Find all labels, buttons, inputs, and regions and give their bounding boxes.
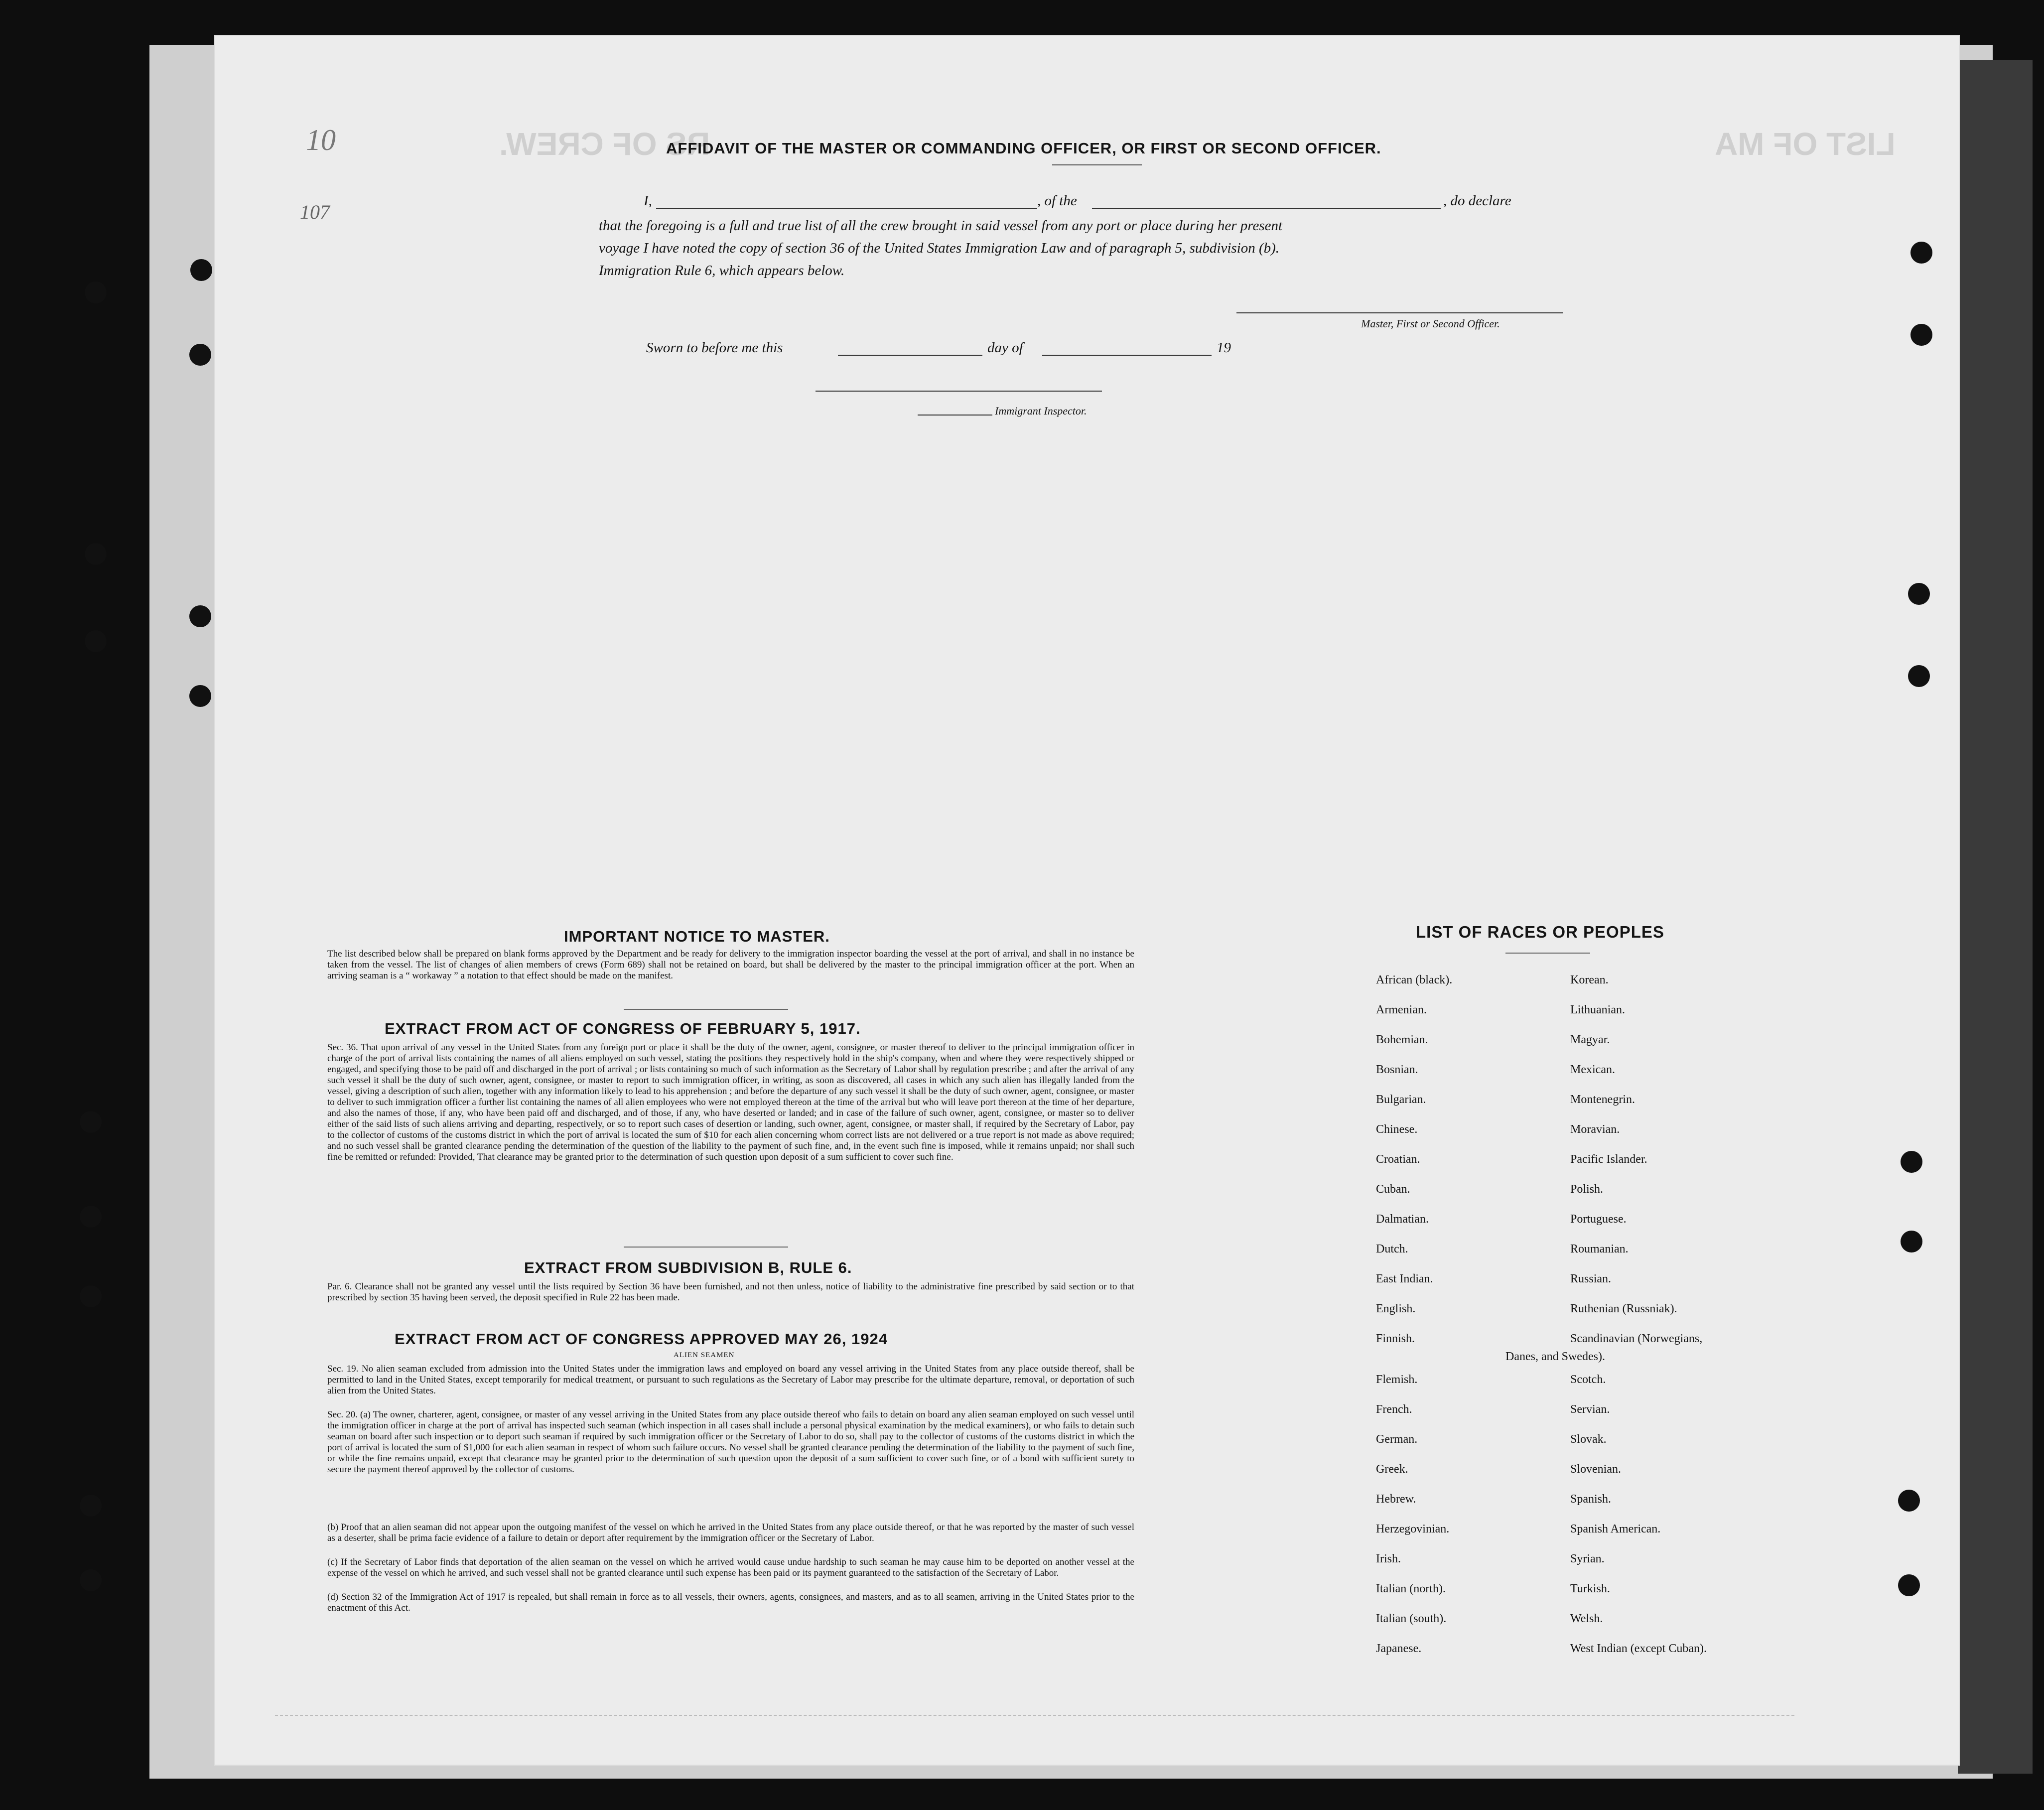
sec-20d-text: (d) Section 32 of the Immigration Act of 1917 is repealed, but shall remain in force as to all vessels, their owners, agents, consignees, and masters, and as to all seamen, arriving in the United States prior to the enactment of this Act.: [327, 1592, 1134, 1613]
binder-hole: [190, 259, 212, 281]
race-right-6: Moravian.: [1570, 1123, 1620, 1136]
sworn-day-blank: [838, 355, 982, 356]
race-left-6: Chinese.: [1376, 1123, 1418, 1136]
race-left-5: Bulgarian.: [1376, 1093, 1426, 1106]
race-right-5: Montenegrin.: [1570, 1093, 1635, 1106]
notice-title: IMPORTANT NOTICE TO MASTER.: [564, 928, 830, 945]
race-right-22: Welsh.: [1570, 1612, 1603, 1625]
race-left-9: Dalmatian.: [1376, 1213, 1429, 1226]
race-right-9: Portuguese.: [1570, 1213, 1627, 1226]
race-right-10: Roumanian.: [1570, 1243, 1629, 1255]
race-left-18: Hebrew.: [1376, 1493, 1416, 1506]
race-right-17: Slovenian.: [1570, 1463, 1621, 1476]
race-left-21: Italian (north).: [1376, 1582, 1446, 1595]
affidavit-title: AFFIDAVIT OF THE MASTER OR COMMANDING OFFICER, OR FIRST OR SECOND OFFICER.: [666, 139, 1381, 157]
affidavit-line-2: that the foregoing is a full and true list of all the crew brought in said vessel from any port or place during her present: [599, 218, 1283, 234]
affidavit-line-4: Immigration Rule 6, which appears below.: [599, 263, 845, 278]
master-signature-caption: Master, First or Second Officer.: [1361, 317, 1500, 330]
race-right-12: Ruthenian (Russniak).: [1570, 1302, 1677, 1315]
race-scandinavian-cont: Danes, and Swedes).: [1505, 1350, 1605, 1363]
race-left-20: Irish.: [1376, 1552, 1401, 1565]
race-left-3: Bohemian.: [1376, 1033, 1428, 1046]
bleed-through-title: LIST OF MA: [1715, 126, 1896, 162]
races-title: LIST OF RACES OR PEOPLES: [1416, 923, 1664, 941]
race-right-7: Pacific Islander.: [1570, 1153, 1647, 1166]
sec-19-text: Sec. 19. No alien seaman excluded from admission into the United States under the immigration laws and employed on board any vessel arriving in the United States from any place outside thereof, shall be permitted to land in the United States, except temporarily for medical treatment, or pursuant to such regulations as the Secretary of Labor may prescribe for the ultimate departure, removal, or deportation of such alien from the United States.: [327, 1364, 1134, 1396]
inspector-upper-line: [816, 391, 1102, 392]
race-right-14: Scotch.: [1570, 1373, 1606, 1386]
rule-6-body: Par. 6. Clearance shall not be granted any vessel until the lists required by Section 36 have been furnished, and not then unless, notice of liability to the administrative fine prescribed by said section or to that prescribed by section 35 having been served, the deposit specified in Rule 22 has been made.: [327, 1281, 1134, 1303]
race-right-3: Magyar.: [1570, 1033, 1610, 1046]
binder-hole: [1901, 1151, 1922, 1173]
document-page: [214, 35, 1960, 1766]
binder-hole: [85, 281, 107, 303]
binder-hole: [80, 1285, 102, 1307]
extract-1917-body: Sec. 36. That upon arrival of any vessel in the United States from any foreign port or place it shall be the duty of the owner, agent, consignee, or master thereof to deliver to the principal immigration officer in charge of the port of arrival lists containing the names of all aliens employed on such vessel, stating the positions they respectively hold in the ship's company, when and where they were respectively shipped or engaged, and specifying those to be paid off and discharged in the port of arrival ; or lists containing so much of such information as the Secretary of Labor shall by regulation prescribe ; and after the arrival of any such vessel it shall be the duty of such owner, agent, consignee, or master to report to such immigration officer, in writing, as soon as discovered, all cases in which any such alien has illegally landed from the vessel, giving a description of such alien, together with any information likely to lead to his apprehension ; and before the departure of any such vessel it shall be the duty of such owner, agent, consignee, or master to deliver to such immigration officer a further list containing the names of all alien employees who were not employed thereon at the time of the arrival but who will leave port thereon at the time of her departure, and also the names of those, if any, who have been paid off and discharged, and of those, if any, who have deserted or landed; and in case of the failure of such owner, agent, consignee, or master so to deliver either of the said lists of such aliens arriving and departing, respectively, or so to report such cases of desertion or landing, such owner, agent, consignee, or master shall, if required by the Secretary of Labor, pay to the collector of customs of the customs district in which the port of arrival is located the sum of $10 for each alien concerning whom correct lists are not delivered or a true report is not made as above required; and no such vessel shall be granted clearance pending the determination of the question of the liability to the payment of such fine, and, in the event such fine is imposed, while it remains unpaid; nor shall such fine be remitted or refunded: Provided, That clearance may be granted prior to the determination of such question upon deposit of a sum sufficient to cover such fine.: [327, 1042, 1134, 1162]
race-right-15: Servian.: [1570, 1403, 1610, 1416]
binder-hole: [1910, 242, 1932, 264]
rule-6-title: EXTRACT FROM SUBDIVISION B, RULE 6.: [524, 1259, 852, 1276]
binder-hole: [189, 685, 211, 707]
margin-page-number: 10: [306, 124, 336, 156]
race-left-8: Cuban.: [1376, 1183, 1410, 1196]
inspector-caption: Immigrant Inspector.: [995, 405, 1087, 417]
race-right-13: Scandinavian (Norwegians,: [1570, 1332, 1703, 1345]
race-left-13: Finnish.: [1376, 1332, 1415, 1345]
binder-hole: [1908, 583, 1930, 605]
race-left-12: English.: [1376, 1302, 1416, 1315]
year-label: 19: [1217, 340, 1231, 356]
affidavit-of-the: , of the: [1037, 193, 1077, 209]
binder-hole: [1898, 1490, 1920, 1512]
right-edge-shadow: [1958, 60, 2033, 1774]
inspector-lower-line: [918, 415, 992, 416]
vessel-blank: [1092, 208, 1441, 209]
binder-hole: [189, 344, 211, 366]
binder-hole: [80, 1569, 102, 1591]
race-right-19: Spanish American.: [1570, 1523, 1661, 1535]
divider-2: [624, 1247, 788, 1248]
race-left-19: Herzegovinian.: [1376, 1523, 1450, 1535]
race-right-20: Syrian.: [1570, 1552, 1605, 1565]
race-right-11: Russian.: [1570, 1272, 1612, 1285]
binder-hole: [1898, 1574, 1920, 1596]
divider-1: [624, 1009, 788, 1010]
binder-hole: [1910, 324, 1932, 346]
margin-mark: 107: [300, 201, 330, 223]
affidavit-i-label: I,: [644, 193, 652, 209]
bleed-through-crew: RS OF CREW.: [499, 126, 710, 162]
master-signature-line: [1236, 312, 1563, 313]
sec-20b-text: (b) Proof that an alien seaman did not appear upon the outgoing manifest of the vessel on which he arrived in the United States from any place outside thereof, or that he was reported by the master of such vessel as a deserter, shall be prima facie evidence of a failure to detain or deport after requirement by the immigration officer or the Secretary of Labor.: [327, 1522, 1134, 1543]
day-of-label: day of: [987, 340, 1023, 356]
race-left-2: Armenian.: [1376, 1003, 1427, 1016]
race-left-17: Greek.: [1376, 1463, 1408, 1476]
title-rule: [1052, 164, 1142, 165]
race-right-21: Turkish.: [1570, 1582, 1610, 1595]
binder-hole: [85, 630, 107, 652]
race-left-22: Italian (south).: [1376, 1612, 1447, 1625]
races-rule: [1505, 953, 1590, 954]
act-1924-subtitle: ALIEN SEAMEN: [674, 1351, 735, 1359]
sec-20c-text: (c) If the Secretary of Labor finds that deportation of the alien seaman on the vessel on which he arrived would cause undue hardship to such seaman he may cause him to be deported on another vessel at the expense of the vessel on which he arrived, and such vessel shall not be granted clearance until such expense has been paid or its payment guaranteed to the satisfaction of the Secretary of Labor.: [327, 1557, 1134, 1578]
race-left-11: East Indian.: [1376, 1272, 1433, 1285]
race-right-4: Mexican.: [1570, 1063, 1615, 1076]
race-left-7: Croatian.: [1376, 1153, 1420, 1166]
race-left-15: French.: [1376, 1403, 1412, 1416]
race-right-8: Polish.: [1570, 1183, 1604, 1196]
bottom-margin-line: [275, 1715, 1794, 1716]
act-1924-title: EXTRACT FROM ACT OF CONGRESS APPROVED MAY 26, 1924: [395, 1330, 888, 1348]
race-right-16: Slovak.: [1570, 1433, 1607, 1446]
sworn-label: Sworn to before me this: [646, 340, 783, 356]
binder-hole: [189, 605, 211, 627]
binder-hole: [85, 543, 107, 565]
affidavit-do-declare: , do declare: [1443, 193, 1511, 209]
extract-1917-title: EXTRACT FROM ACT OF CONGRESS OF FEBRUARY 5, 1917.: [385, 1020, 861, 1037]
race-left-10: Dutch.: [1376, 1243, 1408, 1255]
race-left-23: Japanese.: [1376, 1642, 1422, 1655]
sworn-month-blank: [1042, 355, 1212, 356]
race-left-1: African (black).: [1376, 974, 1453, 986]
binder-hole: [80, 1206, 102, 1228]
name-blank: [656, 208, 1037, 209]
affidavit-line-3: voyage I have noted the copy of section 36 of the United States Immigration Law and of paragraph 5, subdivision (b).: [599, 240, 1280, 256]
race-right-18: Spanish.: [1570, 1493, 1612, 1506]
race-right-23: West Indian (except Cuban).: [1570, 1642, 1707, 1655]
race-left-14: Flemish.: [1376, 1373, 1418, 1386]
binder-hole: [1908, 665, 1930, 687]
binder-hole: [80, 1495, 102, 1517]
binder-hole: [1901, 1231, 1922, 1253]
race-left-16: German.: [1376, 1433, 1418, 1446]
race-right-1: Korean.: [1570, 974, 1609, 986]
binder-hole: [80, 1111, 102, 1133]
sec-20a-text: Sec. 20. (a) The owner, charterer, agent, consignee, or master of any vessel arriving in the United States from any place outside thereof who fails to detain on board any alien seaman employed on such vessel until the immigration officer in charge at the port of arrival has inspected such seaman (which inspection in all cases shall include a personal physical examination by the medical examiners), or who fails to detain such seaman on board after such inspection or to deport such seaman if required by such immigration officer or the Secretary of Labor to do so, shall pay to the collector of customs of the customs district in which the port of arrival is located the sum of $1,000 for each alien seaman in respect of whom such failure occurs. No vessel shall be granted clearance pending the determination of the liability to the payment of such fine, or while the fine remains unpaid, except that clearance may be granted prior to the determination of such question upon the deposit of a sum sufficient to cover such fine, or of a bond with sufficient surety to secure the payment thereof approved by the collector of customs.: [327, 1409, 1134, 1475]
race-right-2: Lithuanian.: [1570, 1003, 1625, 1016]
race-left-4: Bosnian.: [1376, 1063, 1418, 1076]
notice-body: The list described below shall be prepared on blank forms approved by the Department and be ready for delivery to the immigration inspector boarding the vessel at the port of arrival, and shall in no instance be taken from the vessel. The list of changes of alien members of crews (Form 689) shall not be retained on board, but shall be delivered by the master to the principal immigration officer at the port. When an arriving seaman is a “ workaway ” a notation to that effect should be made on the manifest.: [327, 949, 1134, 981]
